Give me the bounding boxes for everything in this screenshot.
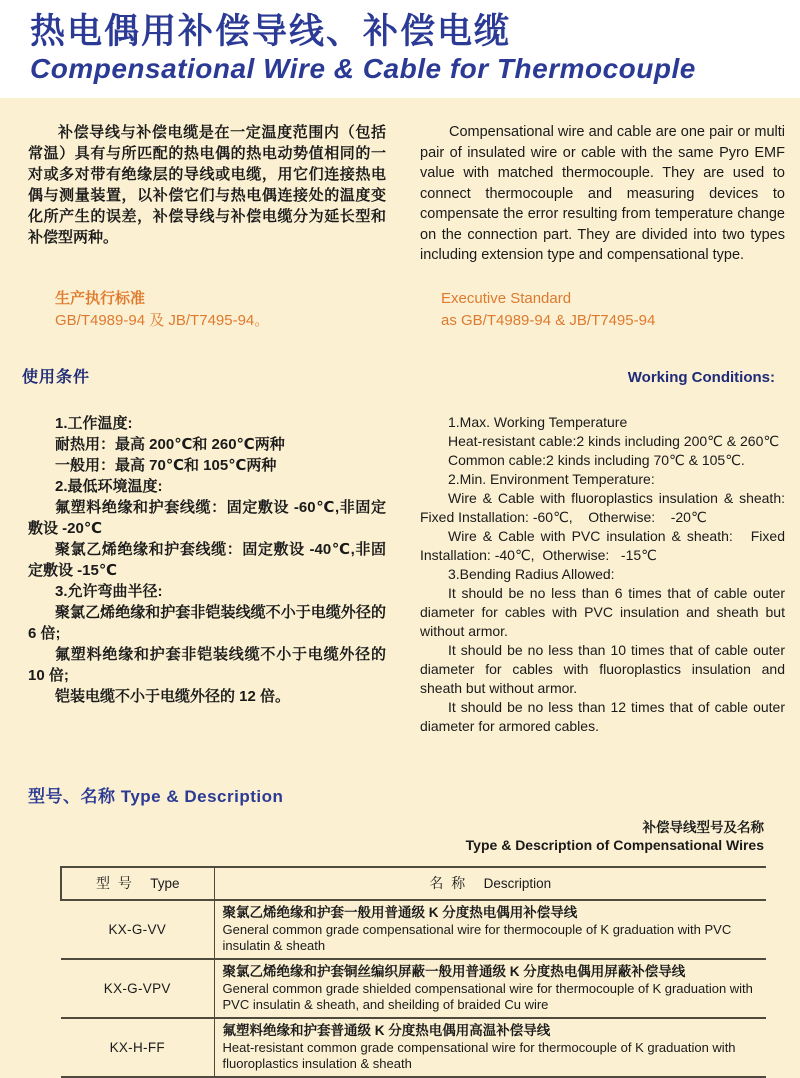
intro-column-chinese <box>28 122 386 266</box>
description-english: Heat-resistant common grade compensational wire for thermocouple of K graduation with fluoroplastics insulation & sheath <box>222 1039 736 1071</box>
column-header-description-english: Description <box>483 876 552 891</box>
condition-item: 3.允许弯曲半径: <box>55 582 163 600</box>
standard-label-english: Executive Standard <box>441 289 572 307</box>
column-header-type-chinese: 型 号 <box>95 875 134 891</box>
condition-item: 铠装电缆不小于电缆外径的 12 倍。 <box>55 687 291 705</box>
conditions-heading-chinese: 使用条件 <box>22 368 91 386</box>
condition-item: It should be no less than 10 times that of cable outer diameter for cables with fluoroplastics insulation and sheath but without armor. <box>420 641 785 696</box>
standards-column-english <box>420 288 785 332</box>
standard-value-english: as GB/T4989-94 & JB/T7495-94 <box>441 311 656 329</box>
condition-item: Wire & Cable with PVC insulation & sheath: Fixed Installation: -40℃, Otherwise: -15℃ <box>420 527 785 563</box>
conditions-heading-row <box>22 364 785 387</box>
type-section-heading: 型号、名称 Type & Description <box>28 786 284 806</box>
description-english: General common grade shielded compensational wire for thermocouple of K graduation with PVC insulatin & sheath, and sheilding of braided Cu wire <box>222 980 753 1012</box>
type-subtitle-english: Type & Description of Compensational Wires <box>465 836 764 853</box>
condition-item: 1.Max. Working Temperature <box>448 413 628 430</box>
condition-item: 一般用：最高 70℃和 105℃两种 <box>55 456 277 474</box>
condition-item: Wire & Cable with fluoroplastics insulation & sheath: Fixed Installation: -60℃, Otherwise: -20℃ <box>420 489 785 525</box>
intro-paragraph-chinese: 补偿导线与补偿电缆是在一定温度范围内（包括常温）具有与所匹配的热电偶的热电动势值相同的一对或多对带有绝缘层的导线或电缆，用它们连接热电偶与测量装置，以补偿它们与热电偶连接处的温度变化所产生的误差，补偿导线与补偿电缆分为延长型和补偿型两种。 <box>28 124 386 246</box>
column-header-type <box>61 867 214 900</box>
table-row <box>61 1018 766 1077</box>
page-header <box>0 0 800 98</box>
column-header-description-chinese: 名 称 <box>429 875 468 891</box>
condition-item: Common cable:2 kinds including 70℃ & 105℃. <box>448 451 745 468</box>
condition-item: It should be no less than 6 times that of cable outer diameter for cables with PVC insulation and sheath but without armor. <box>420 584 785 639</box>
condition-item: 3.Bending Radius Allowed: <box>448 565 615 582</box>
column-header-type-english: Type <box>150 876 180 891</box>
condition-item: It should be no less than 12 times that of cable outer diameter for armored cables. <box>420 698 785 734</box>
type-code: KX-G-VV <box>108 921 167 937</box>
description-chinese: 聚氯乙烯绝缘和护套铜丝编织屏蔽一般用普通级 K 分度热电偶用屏蔽补偿导线 <box>222 963 686 979</box>
type-section-subtitles <box>28 819 764 855</box>
condition-item: 2.Min. Environment Temperature: <box>448 470 655 487</box>
condition-item: 聚氯乙烯绝缘和护套非铠装线缆不小于电缆外径的 6 倍; <box>28 603 386 642</box>
condition-item: 氟塑料绝缘和护套线缆：固定敷设 -60℃,非固定敷设 -20℃ <box>28 498 386 537</box>
standard-value-chinese: GB/T4989-94 及 JB/T7495-94。 <box>55 311 270 329</box>
condition-item: 1.工作温度: <box>55 414 133 432</box>
column-header-description <box>214 867 766 900</box>
table-row <box>61 900 766 959</box>
condition-item: 氟塑料绝缘和护套非铠装线缆不小于电缆外径的 10 倍; <box>28 645 386 684</box>
intro-column-english <box>420 122 785 266</box>
intro-paragraph-english: Compensational wire and cable are one pair or multi pair of insulated wire or cable with the same Pyro EMF value with matched thermocouple. They are used to connect thermocouple and measuring devices to compensate the error resulting from temperature change on the connection part. They are divided into two types including extension type and compensational type. <box>420 124 785 263</box>
page-content <box>0 122 800 1078</box>
type-description-cell <box>214 1018 766 1077</box>
page-title-english: Compensational Wire & Cable for Thermocouple <box>30 52 696 84</box>
standards-column-chinese <box>28 288 386 332</box>
page-title-chinese: 热电偶用补偿导线、补偿电缆 <box>30 12 512 51</box>
conditions-column-chinese <box>28 413 386 736</box>
type-code: KX-G-VPV <box>61 959 214 1018</box>
type-description-cell <box>214 900 766 959</box>
type-code: KX-H-FF <box>61 1018 214 1077</box>
type-description-table <box>60 866 766 1078</box>
table-header <box>61 867 766 900</box>
condition-item: Heat-resistant cable:2 kinds including 200℃ & 260℃ <box>448 432 780 449</box>
standards-section <box>28 288 785 332</box>
conditions-section <box>28 413 785 736</box>
conditions-column-english <box>420 413 785 736</box>
intro-section <box>28 122 785 266</box>
type-subtitle-chinese: 补偿导线型号及名称 <box>642 819 764 835</box>
description-chinese: 聚氯乙烯绝缘和护套一般用普通级 K 分度热电偶用补偿导线 <box>222 904 578 920</box>
description-english: General common grade compensational wire for thermocouple of K graduation with PVC insulatin & sheath <box>222 921 732 953</box>
standard-label-chinese: 生产执行标准 <box>55 289 146 307</box>
condition-item: 2.最低环境温度: <box>55 477 163 495</box>
conditions-heading-english: Working Conditions: <box>627 368 775 386</box>
condition-item: 聚氯乙烯绝缘和护套线缆：固定敷设 -40℃,非固定敷设 -15℃ <box>28 540 386 579</box>
condition-item: 耐热用：最高 200℃和 260℃两种 <box>55 435 285 453</box>
description-chinese: 氟塑料绝缘和护套普通级 K 分度热电偶用高温补偿导线 <box>222 1022 551 1038</box>
